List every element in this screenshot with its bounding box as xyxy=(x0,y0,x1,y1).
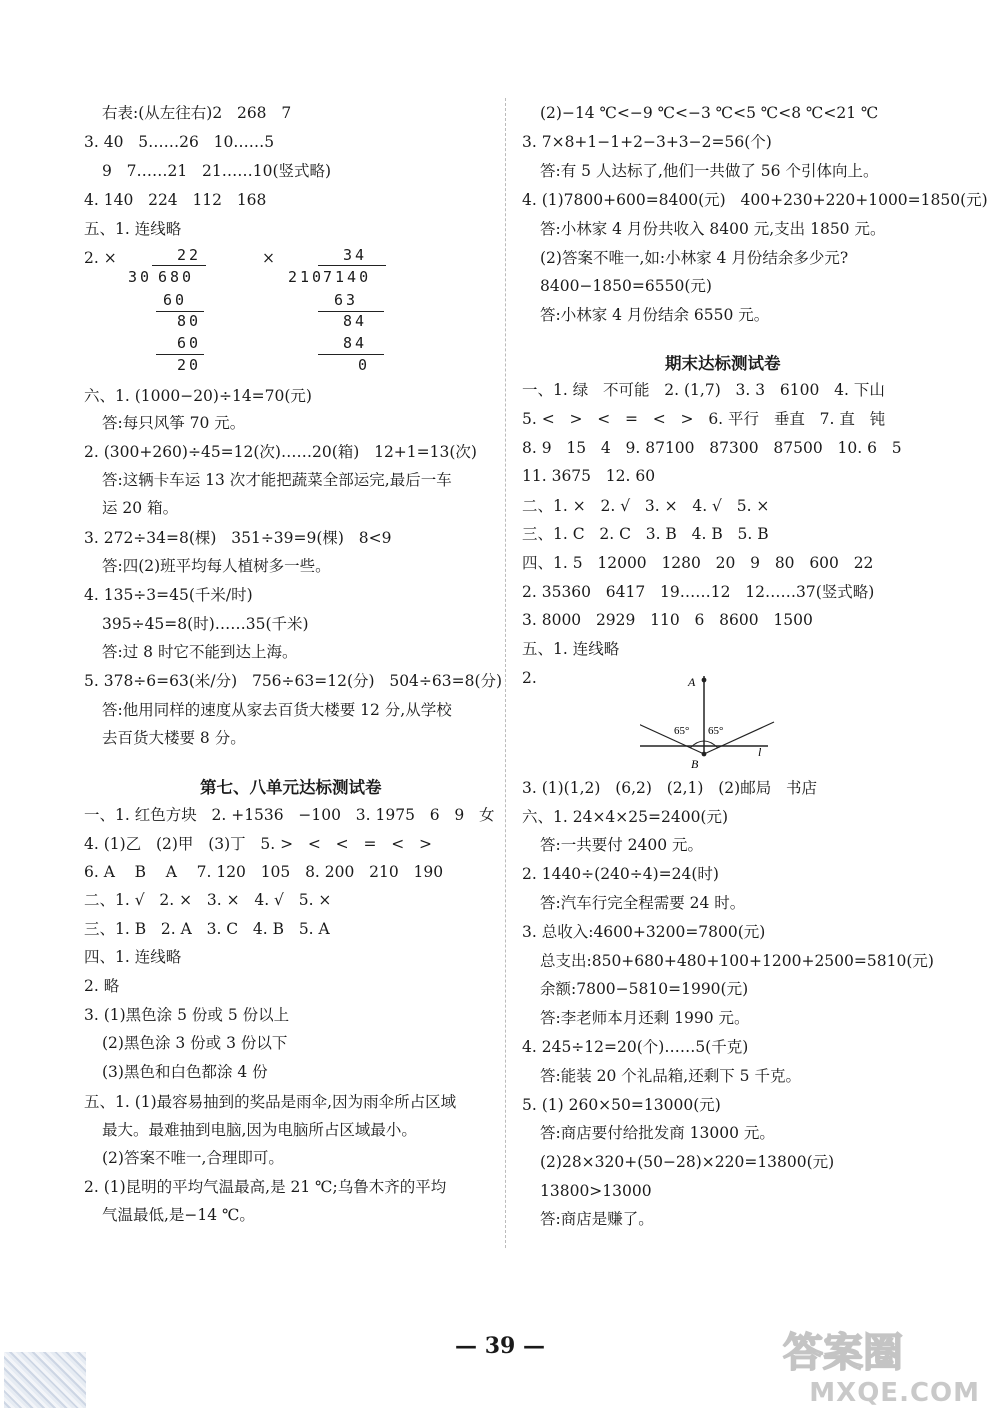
watermark-text: MXQE.COM xyxy=(809,1378,980,1408)
column-divider xyxy=(505,98,506,1248)
answer-line: 六、1. (1000−20)÷14=70(元) xyxy=(84,387,312,405)
answer-line: 余额:7800−5810=1990(元) xyxy=(540,980,749,998)
answer-line: 3. 40 5……26 10……5 xyxy=(84,133,275,151)
label-a: A xyxy=(688,675,696,689)
answer-line: 答:这辆卡车运 13 次才能把蔬菜全部运完,最后一车 xyxy=(102,471,452,489)
label-l: l xyxy=(758,745,762,759)
answer-line: 四、1. 5 12000 1280 20 9 80 600 22 xyxy=(522,554,874,572)
remainder: 0 xyxy=(358,356,371,374)
answer-line: 一、1. 绿 不可能 2. (1,7) 3. 3 6100 4. 下山 xyxy=(522,381,885,399)
quotient: 34 xyxy=(343,246,368,264)
answer-line: 总支出:850+680+480+100+1200+2500=5810(元) xyxy=(540,952,934,970)
section-title: 第七、八单元达标测试卷 xyxy=(200,778,382,797)
answer-line: 三、1. C 2. C 3. B 4. B 5. B xyxy=(522,525,769,543)
answer-line: 5. < > < = < > 6. 平行 垂直 7. 直 钝 xyxy=(522,410,886,428)
page-number: — 39 — xyxy=(455,1333,545,1359)
step-value: 60 xyxy=(177,334,202,352)
answer-line: 2. 略 xyxy=(84,977,120,995)
answer-line: 2. xyxy=(522,669,537,687)
answer-line: 9 7……21 21……10(竖式略) xyxy=(102,162,332,180)
answer-line: 8. 9 15 4 9. 87100 87300 87500 10. 6 5 xyxy=(522,439,902,457)
answer-line: (2)黑色涂 3 份或 3 份以下 xyxy=(102,1034,288,1052)
answer-line: 答:四(2)班平均每人植树多一些。 xyxy=(102,557,331,575)
answer-line: 答:过 8 时它不能到达上海。 xyxy=(102,643,298,661)
answer-line: (2)−14 ℃<−9 ℃<−3 ℃<5 ℃<8 ℃<21 ℃ xyxy=(540,104,879,122)
ray-line xyxy=(640,722,704,754)
answer-line: 答:一共要付 2400 元。 xyxy=(540,836,704,854)
answer-line: 3. 总收入:4600+3200=7800(元) xyxy=(522,923,766,941)
answer-line: 右表:(从左往右)2 268 7 xyxy=(102,104,292,122)
step-value: 60 xyxy=(163,291,188,309)
answer-line: 3. (1)黑色涂 5 份或 5 份以上 xyxy=(84,1006,290,1024)
answer-line: 气温最低,是−14 ℃。 xyxy=(102,1206,255,1224)
answer-line: 最大。最难抽到电脑,因为电脑所占区域最小。 xyxy=(102,1121,417,1139)
answer-line: 4. 245÷12=20(个)……5(千克) xyxy=(522,1038,749,1056)
answer-line: 答:每只风筝 70 元。 xyxy=(102,414,246,432)
divisor: 30 xyxy=(128,268,153,286)
step-value: 84 xyxy=(343,312,368,330)
answer-line: 3. 272÷34=8(棵) 351÷39=9(棵) 8<9 xyxy=(84,529,392,547)
question-label: 2. × xyxy=(84,249,117,267)
answer-line: 答:商店要付给批发商 13000 元。 xyxy=(540,1124,775,1142)
wrong-mark: × xyxy=(262,249,275,267)
point-b xyxy=(702,752,707,757)
division-rule xyxy=(318,354,384,355)
answer-line: (3)黑色和白色都涂 4 份 xyxy=(102,1063,268,1081)
answer-line: 一、1. 红色方块 2. +1536 −100 3. 1975 6 9 女 xyxy=(84,806,495,824)
answer-line: 二、1. × 2. √ 3. × 4. √ 5. × xyxy=(522,497,770,515)
answer-line: 答:有 5 人达标了,他们一共做了 56 个引体向上。 xyxy=(540,162,879,180)
answer-line: 答:小林家 4 月份结余 6550 元。 xyxy=(540,306,770,324)
label-b: B xyxy=(691,757,699,770)
answer-line: 五、1. 连线略 xyxy=(84,220,182,238)
divisor: 210 xyxy=(288,268,325,286)
answer-line: 395÷45=8(时)……35(千米) xyxy=(102,615,309,633)
division-rule xyxy=(156,354,204,355)
step-value: 80 xyxy=(177,312,202,330)
answer-line: 答:他用同样的速度从家去百货大楼要 12 分,从学校 xyxy=(102,701,452,719)
answer-line: 3. 7×8+1−1+2−3+3−2=56(个) xyxy=(522,133,772,151)
angle-label-left: 65° xyxy=(674,725,690,737)
answer-line: 4. (1)7800+600=8400(元) 400+230+220+1000=1850(元) xyxy=(522,191,988,209)
answer-line: 5. 378÷6=63(米/分) 756÷63=12(分) 504÷63=8(分) xyxy=(84,672,503,690)
answer-line: (2)答案不唯一,如:小林家 4 月份结余多少元? xyxy=(540,249,849,267)
answer-line: 11. 3675 12. 60 xyxy=(522,467,656,485)
answer-line: 二、1. √ 2. × 3. × 4. √ 5. × xyxy=(84,891,332,909)
answer-line: 13800>13000 xyxy=(540,1182,652,1200)
point-a xyxy=(702,678,707,683)
answer-line: 答:商店是赚了。 xyxy=(540,1210,654,1228)
answer-line: 8400−1850=6550(元) xyxy=(540,277,712,295)
answer-line: 三、1. B 2. A 3. C 4. B 5. A xyxy=(84,920,330,938)
answer-line: 去百货大楼要 8 分。 xyxy=(102,729,246,747)
answer-line: 六、1. 24×4×25=2400(元) xyxy=(522,808,729,826)
answer-line: 运 20 箱。 xyxy=(102,499,179,517)
answer-line: 4. 135÷3=45(千米/时) xyxy=(84,586,253,604)
answer-line: 五、1. (1)最容易抽到的奖品是雨伞,因为雨伞所占区域 xyxy=(84,1093,457,1111)
answer-line: (2)28×320+(50−28)×220=13800(元) xyxy=(540,1153,835,1171)
step-value: 84 xyxy=(343,334,368,352)
quotient: 22 xyxy=(177,246,202,264)
answer-line: 答:李老师本月还剩 1990 元。 xyxy=(540,1009,750,1027)
answer-line: 答:能装 20 个礼品箱,还剩下 5 千克。 xyxy=(540,1067,801,1085)
remainder: 20 xyxy=(177,356,202,374)
answer-line: 2. 35360 6417 19……12 12……37(竖式略) xyxy=(522,583,875,601)
answer-line: 5. (1) 260×50=13000(元) xyxy=(522,1096,721,1114)
scan-corner-texture xyxy=(4,1352,86,1408)
answer-line: 4. 140 224 112 168 xyxy=(84,191,267,209)
answer-line: 6. A B A 7. 120 105 8. 200 210 190 xyxy=(84,863,444,881)
answer-line: 答:小林家 4 月份共收入 8400 元,支出 1850 元。 xyxy=(540,220,886,238)
answer-line: 2. 1440÷(240÷4)=24(时) xyxy=(522,865,719,883)
answer-line: 2. (300+260)÷45=12(次)……20(箱) 12+1=13(次) xyxy=(84,443,477,461)
watermark-logo-text: 答案圈 xyxy=(783,1330,903,1376)
answer-line: 3. (1)(1,2) (6,2) (2,1) (2)邮局 书店 xyxy=(522,779,817,797)
division-bar xyxy=(152,265,206,266)
dividend: 7140 xyxy=(323,268,372,286)
answer-line: (2)答案不唯一,合理即可。 xyxy=(102,1149,284,1167)
answer-line: 五、1. 连线略 xyxy=(522,640,620,658)
step-value: 63 xyxy=(334,291,359,309)
dividend: 680 xyxy=(158,268,195,286)
answer-line: 答:汽车行完全程需要 24 时。 xyxy=(540,894,746,912)
answer-line: 3. 8000 2929 110 6 8600 1500 xyxy=(522,611,813,629)
angle-figure xyxy=(640,668,780,770)
section-title: 期末达标测试卷 xyxy=(665,354,781,373)
answer-line: 四、1. 连线略 xyxy=(84,948,182,966)
division-bar xyxy=(318,265,386,266)
answer-line: 2. (1)昆明的平均气温最高,是 21 ℃;乌鲁木齐的平均 xyxy=(84,1178,447,1196)
angle-label-right: 65° xyxy=(708,725,724,737)
answer-line: 4. (1)乙 (2)甲 (3)丁 5. > < < = < > xyxy=(84,835,432,853)
